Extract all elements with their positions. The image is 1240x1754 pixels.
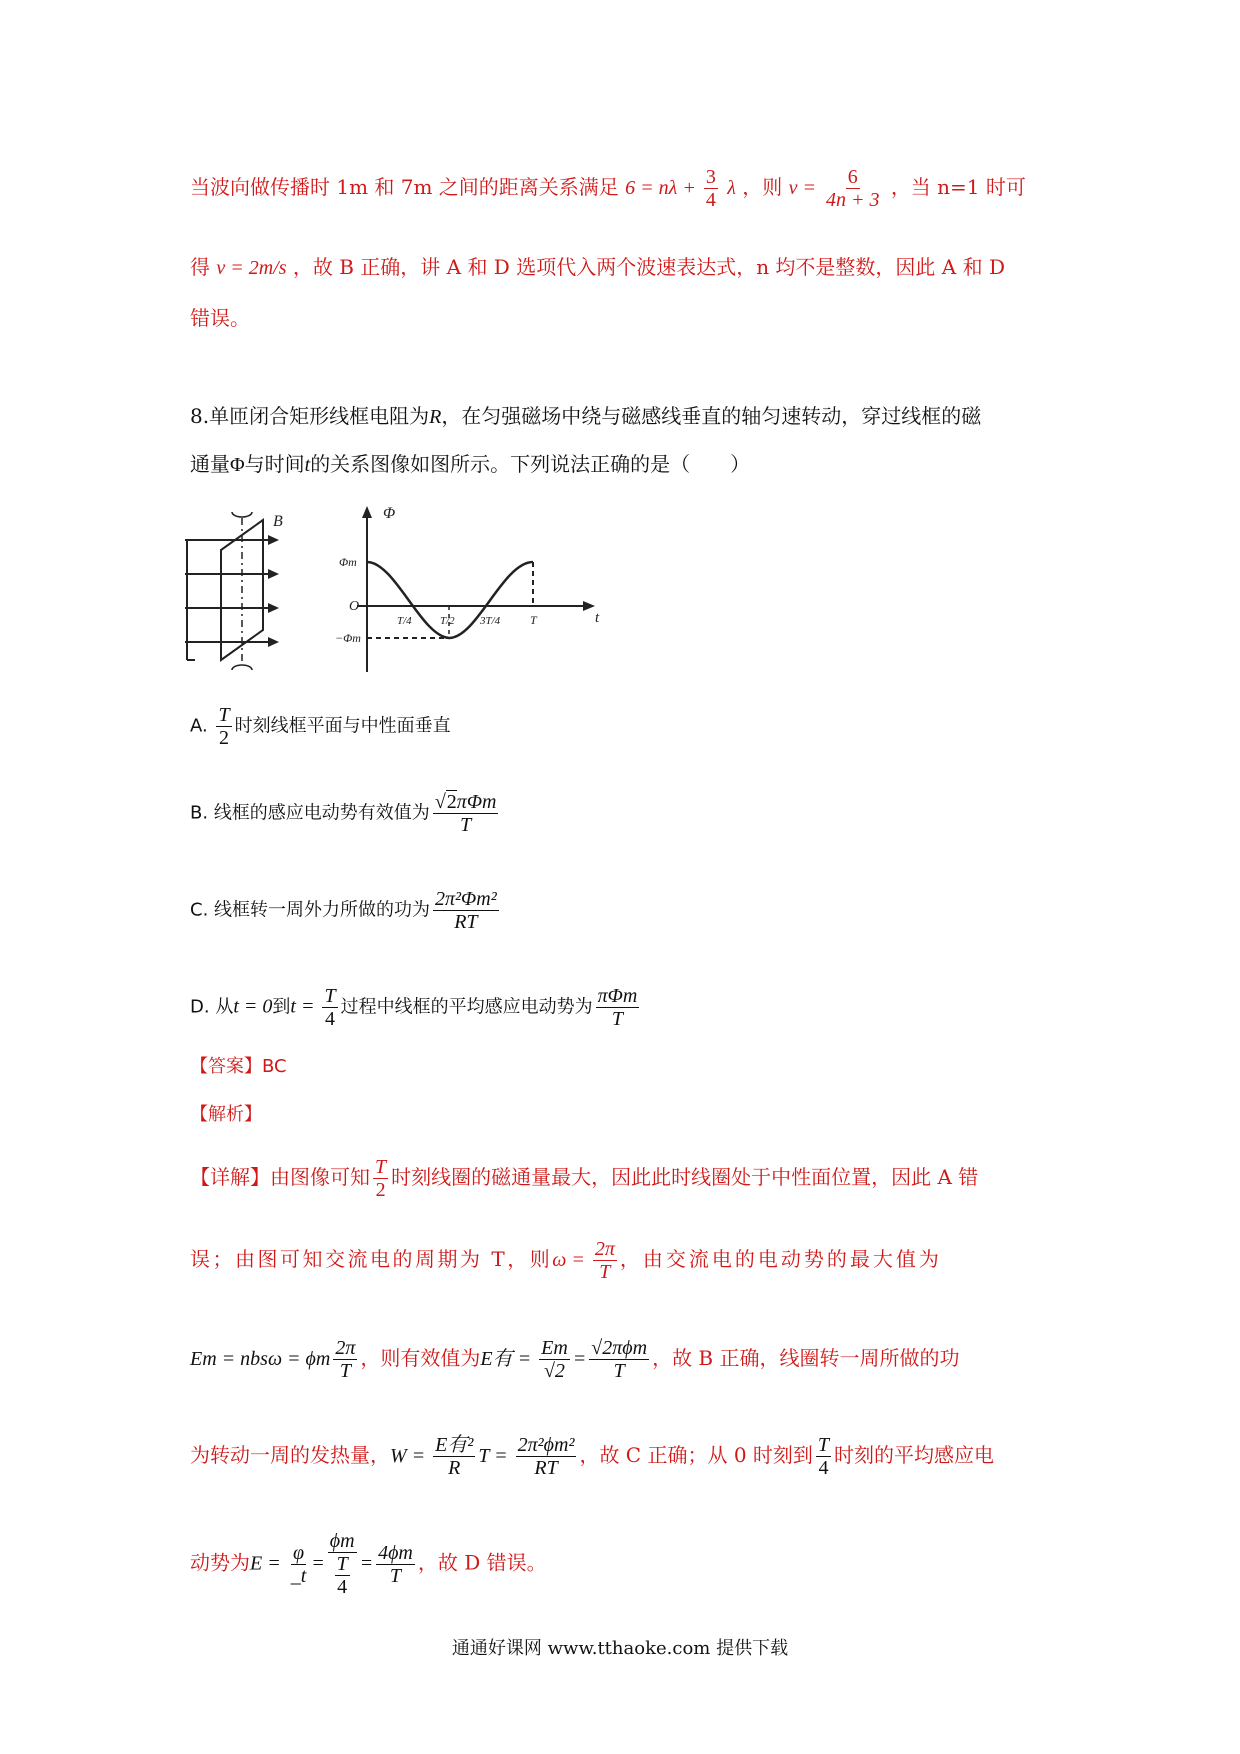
tick-T: T — [530, 613, 537, 627]
answer-value: BC — [262, 1056, 287, 1077]
detail-line-2 — [190, 1238, 942, 1283]
erms-fraction-1: $\frac{Em}{√2}$ — [541, 1337, 568, 1382]
detail-line-3: Em = nbsω = ϕm $\frac{2\pi}{T}$ ，则有效值为E有 = $\frac{Em}{√2}$ = $\frac{\text{√2πϕm}}{T}$ ，故 B 正确，线圈转一周所做的功 — [190, 1337, 960, 1382]
detail-text: ，由交流电的电动势的最大值为 — [619, 1247, 942, 1271]
arrow-icon — [268, 569, 279, 579]
option-letter: B. — [190, 802, 209, 824]
detail-text: 时刻的平均感应电 — [834, 1443, 995, 1467]
option-b — [190, 791, 501, 836]
erms-equation: E有 = — [480, 1348, 537, 1370]
option-b-fraction: $\frac{\text{√2πΦm}}{T}$ — [434, 791, 497, 836]
intro-text: ，则 — [742, 175, 783, 199]
intro-equation: 6 = nλ + — [625, 177, 701, 199]
tick-3T4: 3T/4 — [480, 615, 501, 627]
question-text: 与时间 — [244, 452, 305, 476]
t-axis-arrow-icon — [583, 601, 595, 611]
coil-diagram — [185, 512, 279, 670]
field-lines — [185, 540, 269, 642]
detail-text: 时刻线圈的磁通量最大，因此此时线圈处于中性面位置，因此 A 错 — [391, 1165, 979, 1189]
detail-text: 为转动一周的发热量， — [190, 1443, 390, 1467]
average-emf-equation: E = — [250, 1552, 286, 1575]
option-d-eq2: t = — [290, 995, 320, 1018]
speed-equation: v = 2m/s — [216, 257, 287, 279]
intro-text: 错误。 — [190, 306, 250, 330]
footer: 通通好课网 www.tthaoke.com 提供下载 — [451, 1638, 789, 1659]
arrow-icon — [268, 535, 279, 545]
resistance-symbol: R — [429, 406, 442, 428]
option-text: 时刻线框平面与中性面垂直 — [234, 715, 451, 737]
work-T: T = — [478, 1445, 513, 1467]
omega-equation: ω = — [552, 1249, 590, 1271]
detail-text: ，则有效值为 — [360, 1346, 481, 1370]
average-fraction-2: $\frac{\phi m}{\frac{T}{4}}$ — [329, 1530, 355, 1598]
option-text: 从 — [215, 996, 234, 1018]
intro-line-3 — [190, 308, 250, 328]
average-fraction-1: $\frac{\varphi}{\_t}$ — [290, 1541, 307, 1587]
option-c-fraction: $\frac{\text{2π²Φm²}}{RT}$ — [435, 888, 497, 933]
origin-label: O — [349, 599, 360, 614]
option-letter: C. — [190, 899, 209, 921]
neg-phim-label: −Φm — [335, 631, 361, 645]
lambda-symbol: λ — [727, 177, 736, 199]
quarter-period-fraction: $\frac{T}{4}$ — [817, 1434, 830, 1479]
intro-line-2 — [190, 257, 1005, 278]
detail-line-4 — [190, 1434, 994, 1479]
phi-axis-arrow-icon — [362, 506, 372, 518]
option-text: 到 — [272, 996, 291, 1018]
average-fraction-3: $\frac{4\phi m}{T}$ — [378, 1541, 413, 1587]
answer-label: 【答案】 — [190, 1056, 262, 1077]
b-label: B — [273, 513, 283, 530]
question-text: 的关系图像如图所示。下列说法正确的是（ ） — [310, 452, 751, 476]
intro-text: 当波向做传播时 1m 和 7m 之间的距离关系满足 — [190, 175, 619, 199]
option-letter: A. — [190, 715, 208, 737]
v-equation: v = — [788, 177, 821, 199]
detail-text: ，故 D 错误。 — [417, 1550, 547, 1575]
flux-graph — [357, 506, 595, 672]
erms-fraction-2: $\frac{\text{√2πϕm}}{T}$ — [591, 1337, 648, 1382]
intro-line-1 — [190, 166, 1026, 211]
question-text: 8.单匝闭合矩形线框电阻为 — [190, 404, 430, 428]
rotation-bottom-icon — [232, 665, 252, 670]
detail-text: ，故 C 正确；从 0 时刻到 — [579, 1443, 813, 1467]
phim-label: Φm — [339, 555, 357, 569]
intro-fraction-v: $\frac{6}{4n + 3}$ — [825, 166, 880, 211]
question-line-2 — [190, 454, 750, 475]
intro-text: ，故 B 正确，讲 A 和 D 选项代入两个波速表达式，n 均不是整数，因此 A 和 D — [292, 255, 1005, 279]
question-text: 通量 — [190, 452, 230, 476]
arrow-icon — [268, 603, 279, 613]
detail-line-1 — [190, 1156, 978, 1201]
question-line-1 — [190, 406, 981, 427]
detail-text: 误；由图可知交流电的周期为 T，则 — [190, 1247, 553, 1271]
work-fraction-1: $\frac{\text{E有²}}{R}$ — [435, 1434, 474, 1479]
tick-T2: T/2 — [440, 615, 455, 627]
figure — [185, 506, 605, 682]
intro-text: ，当 n=1 时可 — [890, 175, 1026, 199]
detail-text: ，故 B 正确，线圈转一周所做的功 — [652, 1346, 960, 1370]
answer-line — [190, 1058, 287, 1076]
option-d — [190, 985, 642, 1030]
tick-T4: T/4 — [397, 615, 412, 627]
analysis-label — [190, 1106, 262, 1124]
detail-text: 动势为 — [190, 1550, 250, 1575]
rotation-top-icon — [232, 512, 252, 517]
intro-text: 得 — [190, 255, 210, 279]
option-letter: D. — [190, 996, 210, 1018]
option-text: 线框的感应电动势有效值为 — [213, 802, 430, 824]
phi-axis-label: Φ — [383, 506, 396, 522]
option-text: 过程中线框的平均感应电动势为 — [340, 996, 593, 1018]
time-symbol: t — [304, 454, 311, 476]
analysis-title: 【解析】 — [190, 1104, 262, 1125]
option-d-fraction: $\frac{T}{4}$ — [324, 985, 336, 1030]
emax-equation: Em = nbsω = ϕm — [190, 1348, 331, 1370]
detail-fraction: $\frac{T}{2}$ — [375, 1156, 387, 1201]
option-a — [190, 704, 451, 749]
emax-fraction: $\frac{2\pi}{T}$ — [335, 1337, 356, 1382]
option-c — [190, 888, 502, 933]
question-text: ，在匀强磁场中绕与磁感线垂直的轴匀速转动，穿过线框的磁 — [441, 404, 982, 428]
arrow-icon — [268, 637, 279, 647]
option-text: 线框转一周外力所做的功为 — [214, 899, 431, 921]
work-fraction-2: $\frac{\text{2π²ϕm²}}{RT}$ — [517, 1434, 575, 1479]
phi-symbol: Φ — [230, 454, 245, 476]
option-d-eq1: t = 0 — [233, 995, 273, 1018]
detail-label: 【详解】 — [190, 1165, 270, 1189]
t-axis-label: t — [595, 610, 600, 626]
option-d-result: $\frac{\text{πΦm}}{T}$ — [597, 985, 638, 1030]
detail-text: 由图像可知 — [270, 1165, 370, 1189]
omega-fraction: $\frac{2\pi}{T}$ — [594, 1238, 615, 1283]
work-equation: W = — [390, 1445, 431, 1467]
detail-line-5: 动势为E = $\frac{\varphi}{\_t}$ = $\frac{\phi m}{\frac{T}{4}}$ = $\frac{4\phi m}{T}$ ，故 D 错误。 — [190, 1530, 547, 1598]
option-a-fraction: $\frac{T}{2}$ — [218, 704, 230, 749]
intro-fraction-3-4: $\frac{3}{4}$ — [705, 166, 716, 211]
